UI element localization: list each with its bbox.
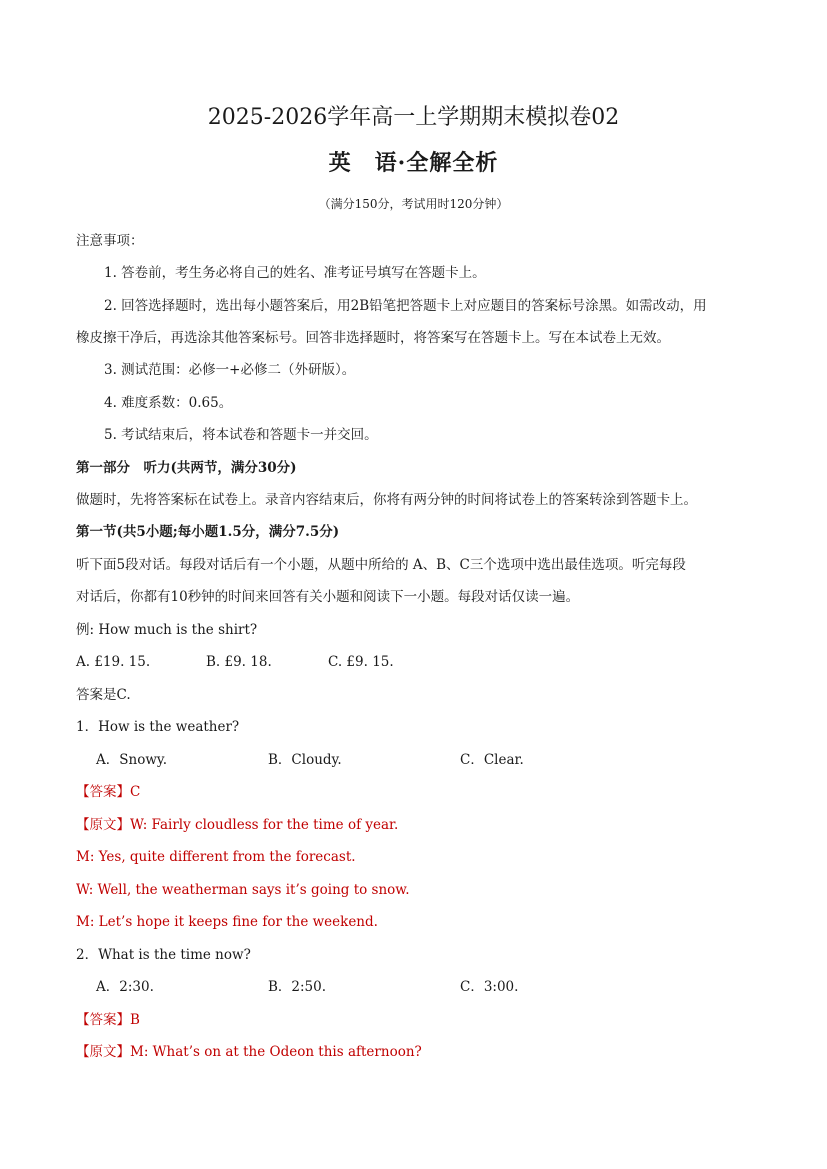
section-heading: 第一节(共5小题;每小题1.5分，满分7.5分) (76, 524, 340, 540)
notice-item: 4. 难度系数：0.65。 (104, 395, 233, 411)
transcript-tag: 【原文】 (76, 1044, 130, 1060)
notice-item: 1. 答卷前，考生务必将自己的姓名、准考证号填写在答题卡上。 (104, 265, 486, 281)
exam-title: 2025-2026学年高一上学期期末模拟卷02 (207, 105, 620, 130)
transcript-line (76, 1043, 422, 1061)
notice-item: 5. 考试结束后，将本试卷和答题卡一并交回。 (104, 427, 378, 443)
transcript-line: M: Yes, quite different from the forecast. (76, 849, 356, 865)
notice-item: 2. 回答选择题时，选出每小题答案后，用2B铅笔把答题卡上对应题目的答案标号涂黑。如需改动，用 (104, 298, 707, 314)
option-a: A．Snowy. (96, 752, 168, 768)
notice-heading: 注意事项： (76, 233, 144, 249)
part-heading: 第一部分 听力(共两节，满分30分) (76, 460, 297, 476)
option-b: B．Cloudy. (268, 752, 342, 768)
option-a: A. £19. 15. (76, 654, 151, 670)
question-options (96, 978, 596, 996)
answer-tag: 【答案】 (76, 784, 130, 800)
answer-value: C (130, 784, 141, 800)
option-b: B. £9. 18. (206, 654, 272, 670)
transcript-line: M: Let’s hope it keeps fine for the weekend. (76, 914, 378, 930)
exam-meta: （满分150分，考试用时120分钟） (318, 197, 509, 211)
transcript-text: M: What’s on at the Odeon this afternoon? (130, 1044, 422, 1060)
transcript-line: W: Well, the weatherman says it’s going to snow. (76, 882, 410, 898)
example-question: 例: How much is the shirt? (76, 622, 258, 638)
option-c: C．Clear. (460, 752, 524, 768)
notice-item-continued: 橡皮擦干净后，再选涂其他答案标号。回答非选择题时，将答案写在答题卡上。写在本试卷上无效。 (76, 330, 670, 346)
section-intro: 听下面5段对话。每段对话后有一个小题，从题中所给的 A、B、C三个选项中选出最佳选项。听完每段 (76, 557, 686, 573)
question-options (96, 751, 596, 769)
part-intro: 做题时，先将答案标在试卷上。录音内容结束后，你将有两分钟的时间将试卷上的答案转涂到答题卡上。 (76, 492, 697, 508)
section-intro: 对话后，你都有10秒钟的时间来回答有关小题和阅读下一小题。每段对话仅读一遍。 (76, 589, 580, 605)
transcript-line (76, 816, 398, 834)
transcript-tag: 【原文】 (76, 817, 130, 833)
option-b: B．2:50. (268, 979, 327, 995)
answer-line (76, 783, 140, 801)
transcript-text: W: Fairly cloudless for the time of year. (130, 817, 399, 833)
option-c: C．3:00. (460, 979, 519, 995)
question-stem: 2．What is the time now? (76, 947, 251, 963)
option-a: A．2:30. (96, 979, 154, 995)
answer-line (76, 1011, 140, 1029)
answer-value: B (130, 1012, 140, 1028)
exam-subtitle: 英 语·全解全析 (328, 150, 499, 176)
notice-item: 3. 测试范围：必修一+必修二（外研版）。 (104, 362, 356, 378)
example-answer: 答案是C. (76, 687, 131, 703)
question-stem: 1．How is the weather? (76, 719, 240, 735)
option-c: C. £9. 15. (328, 654, 394, 670)
example-options (76, 653, 476, 671)
answer-tag: 【答案】 (76, 1012, 130, 1028)
